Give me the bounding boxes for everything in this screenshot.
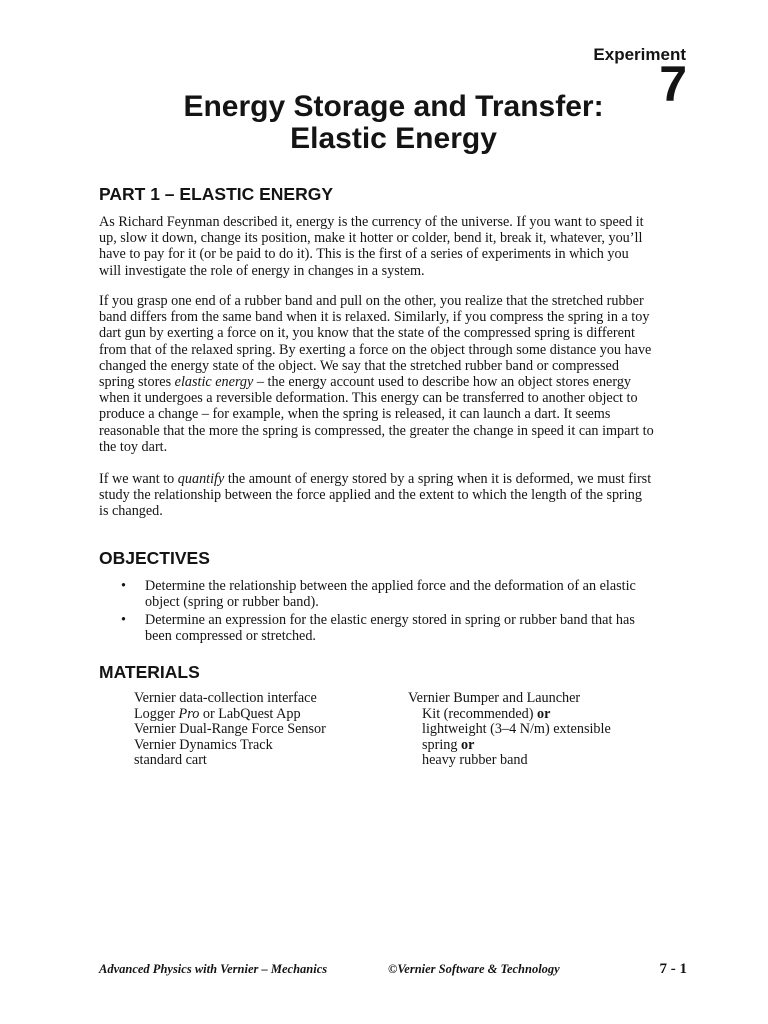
bold-text: or — [461, 736, 475, 753]
text-line: lightweight (3–4 N/m) extensible — [422, 721, 611, 737]
text-segment: the amount of energy stored by a spring when it is deformed, we must first — [224, 470, 652, 487]
text-line: Vernier Dynamics Track — [134, 736, 273, 753]
text-line: is changed. — [99, 503, 163, 520]
text-line: reasonable that the more the spring is compressed, the greater the change in speed it can impart to — [99, 422, 654, 439]
title-line: Elastic Energy — [290, 122, 497, 155]
text-line: • Determine an expression for the elastic energy stored in spring or rubber band that has — [145, 612, 635, 628]
text-line: dart gun by exerting a force on it, you know that the state of the compressed spring is different — [99, 325, 635, 342]
materials-list-left — [134, 691, 326, 769]
section-heading-objectives: OBJECTIVES — [99, 548, 210, 568]
paragraph — [99, 471, 651, 520]
footer-page-number: 7 - 1 — [659, 961, 687, 977]
objective-item — [145, 578, 636, 610]
text-segment: or LabQuest App — [199, 705, 301, 722]
text-line: As Richard Feynman described it, energy is the currency of the universe. If you want to speed it — [99, 213, 644, 230]
text-line: up, slow it down, change its position, make it hotter or colder, bend it, break it, whatever, you’ll — [99, 230, 643, 247]
text-line — [134, 707, 326, 723]
paragraph — [99, 293, 654, 455]
text-line: changed the energy state of the object. We say that the stretched rubber band or compressed — [99, 357, 619, 374]
section-heading-materials: MATERIALS — [99, 661, 200, 682]
bold-text: or — [537, 705, 551, 722]
text-line: Vernier data-collection interface — [134, 690, 317, 706]
material-item — [134, 722, 326, 738]
text-line: Vernier Bumper and Launcher — [408, 690, 581, 706]
text-line — [408, 707, 611, 723]
text-line: • Determine the relationship between the applied force and the deformation of an elastic — [145, 578, 636, 594]
text-line: Vernier Dual-Range Force Sensor — [134, 721, 326, 737]
text-line: when it undergoes a reversible deformation. This energy can be transferred to another object to — [99, 390, 638, 407]
material-item — [134, 753, 326, 769]
text-line: the toy dart. — [99, 438, 168, 455]
text-segment: spring — [422, 736, 462, 753]
text-line: heavy rubber band — [422, 752, 528, 768]
materials-list-right — [408, 691, 611, 769]
text-line: If you grasp one end of a rubber band and pull on the other, you realize that the stretched rubber — [99, 292, 644, 309]
text-segment: Logger — [134, 705, 179, 722]
text-line: band differs from the same band when it is relaxed. Similarly, if you compress the spring in a toy — [99, 309, 650, 326]
text-segment: spring stores — [99, 373, 175, 390]
footer-copyright: ©Vernier Software & Technology — [388, 962, 560, 976]
text-line: standard cart — [134, 752, 207, 768]
material-item — [134, 691, 326, 707]
text-line: study the relationship between the force applied and the extent to which the length of the spring — [99, 487, 642, 504]
page-title — [99, 91, 688, 155]
material-item — [408, 691, 611, 769]
objectives-list — [145, 578, 636, 644]
section-heading-part1: PART 1 – ELASTIC ENERGY — [99, 183, 334, 204]
italic-text: Pro — [178, 705, 200, 722]
text-line: have to pay for it (or be paid to do it). This is the first of a series of experiments in which you — [99, 246, 629, 263]
footer-book-title: Advanced Physics with Vernier – Mechanics — [99, 962, 328, 976]
text-segment: Kit (recommended) — [422, 705, 538, 722]
italic-text: quantify — [177, 470, 225, 487]
text-segment: If we want to — [99, 470, 178, 487]
text-line: produce a change – for example, when the spring is released, it can launch a dart. It seems — [99, 406, 611, 423]
text-line — [99, 471, 651, 487]
objective-item — [145, 612, 636, 644]
text-line: been compressed or stretched. — [145, 628, 316, 645]
text-line: from that of the relaxed spring. By exerting a force on the object through some distance you have — [99, 341, 652, 358]
experiment-number: 7 — [659, 56, 687, 112]
paragraph — [99, 214, 644, 279]
text-line: will investigate the role of energy in changes in a system. — [99, 262, 425, 279]
italic-text: elastic energy — [174, 373, 254, 390]
text-line — [408, 738, 611, 754]
text-line — [99, 374, 654, 390]
title-line: Energy Storage and Transfer: — [183, 90, 604, 123]
text-line: object (spring or rubber band). — [145, 594, 319, 611]
text-segment: – the energy account used to describe how an object stores energy — [253, 373, 632, 390]
material-item — [134, 707, 326, 723]
material-item — [134, 738, 326, 754]
experiment-label: Experiment — [593, 45, 686, 64]
